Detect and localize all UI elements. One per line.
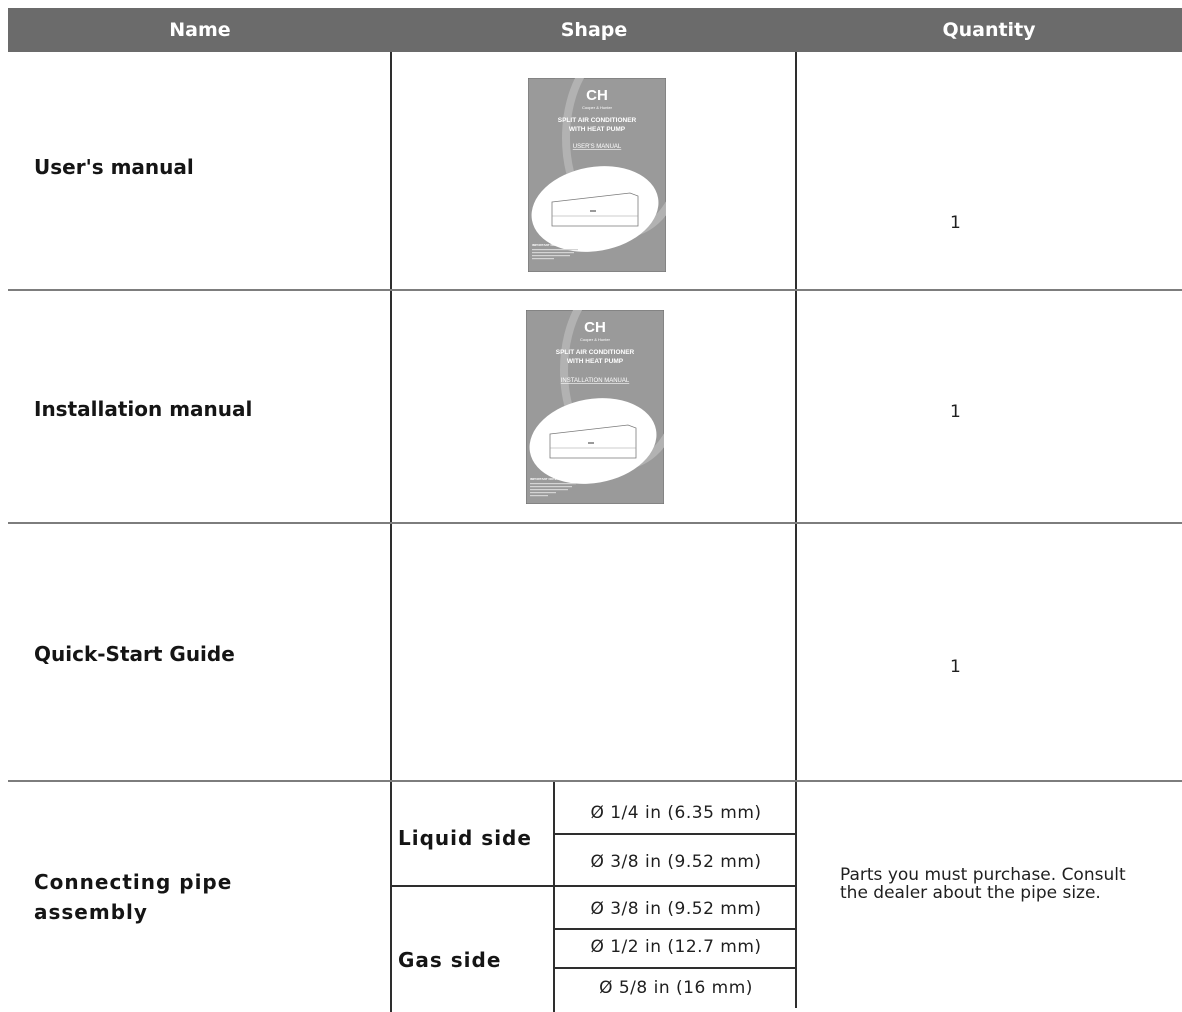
cover-subtitle: USER'S MANUAL bbox=[572, 144, 622, 150]
header-shape: Shape bbox=[560, 19, 628, 41]
header-quantity: Quantity bbox=[942, 19, 1036, 41]
size-divider bbox=[555, 833, 795, 835]
gas-pipe-size: Ø 3/8 in (9.52 mm) bbox=[590, 899, 762, 919]
row-divider bbox=[8, 289, 1182, 291]
header-name: Name bbox=[169, 19, 231, 41]
side-divider bbox=[392, 885, 795, 887]
cover-title-line2: WITH HEAT PUMP bbox=[568, 126, 626, 133]
row-name-quick-start-guide: Quick-Start Guide bbox=[34, 642, 235, 666]
purchase-note: Parts you must purchase. Consult the dealer about the pipe size. bbox=[840, 865, 1126, 903]
row-quantity: 1 bbox=[950, 402, 961, 422]
cover-brand: Cooper & Hunter bbox=[581, 105, 613, 110]
cover-title-line1: SPLIT AIR CONDITIONER bbox=[555, 349, 635, 356]
liquid-pipe-size: Ø 3/8 in (9.52 mm) bbox=[590, 852, 762, 872]
gas-side-label: Gas side bbox=[398, 948, 502, 972]
row-quantity: 1 bbox=[950, 213, 961, 233]
cover-title-line1: SPLIT AIR CONDITIONER bbox=[557, 117, 637, 124]
cover-logo: CH bbox=[586, 87, 608, 104]
row-name-users-manual: User's manual bbox=[34, 155, 194, 179]
gas-pipe-size: Ø 5/8 in (16 mm) bbox=[599, 978, 753, 998]
gas-pipe-size: Ø 1/2 in (12.7 mm) bbox=[590, 937, 762, 957]
installation-manual-cover-image bbox=[526, 310, 664, 504]
cover-footer: IMPORTANT NOTE: bbox=[532, 243, 560, 247]
size-divider bbox=[555, 928, 795, 930]
users-manual-cover-image bbox=[528, 78, 666, 272]
liquid-pipe-size: Ø 1/4 in (6.35 mm) bbox=[590, 803, 762, 823]
cover-logo: CH bbox=[584, 319, 606, 336]
subcolumn-divider bbox=[553, 782, 555, 1012]
row-name-connecting-pipe-assembly: Connecting pipe assembly bbox=[34, 870, 233, 924]
row-name-installation-manual: Installation manual bbox=[34, 397, 253, 421]
liquid-side-label: Liquid side bbox=[398, 826, 532, 850]
row-divider bbox=[8, 522, 1182, 524]
cover-brand: Cooper & Hunter bbox=[579, 337, 611, 342]
table-header bbox=[8, 8, 1182, 52]
size-divider bbox=[555, 967, 795, 969]
column-divider bbox=[390, 52, 392, 1012]
row-divider bbox=[8, 780, 1182, 782]
row-quantity: 1 bbox=[950, 657, 961, 677]
cover-footer: IMPORTANT NOTE: bbox=[530, 477, 558, 481]
cover-title-line2: WITH HEAT PUMP bbox=[566, 358, 624, 365]
cover-subtitle: INSTALLATION MANUAL bbox=[560, 378, 630, 384]
